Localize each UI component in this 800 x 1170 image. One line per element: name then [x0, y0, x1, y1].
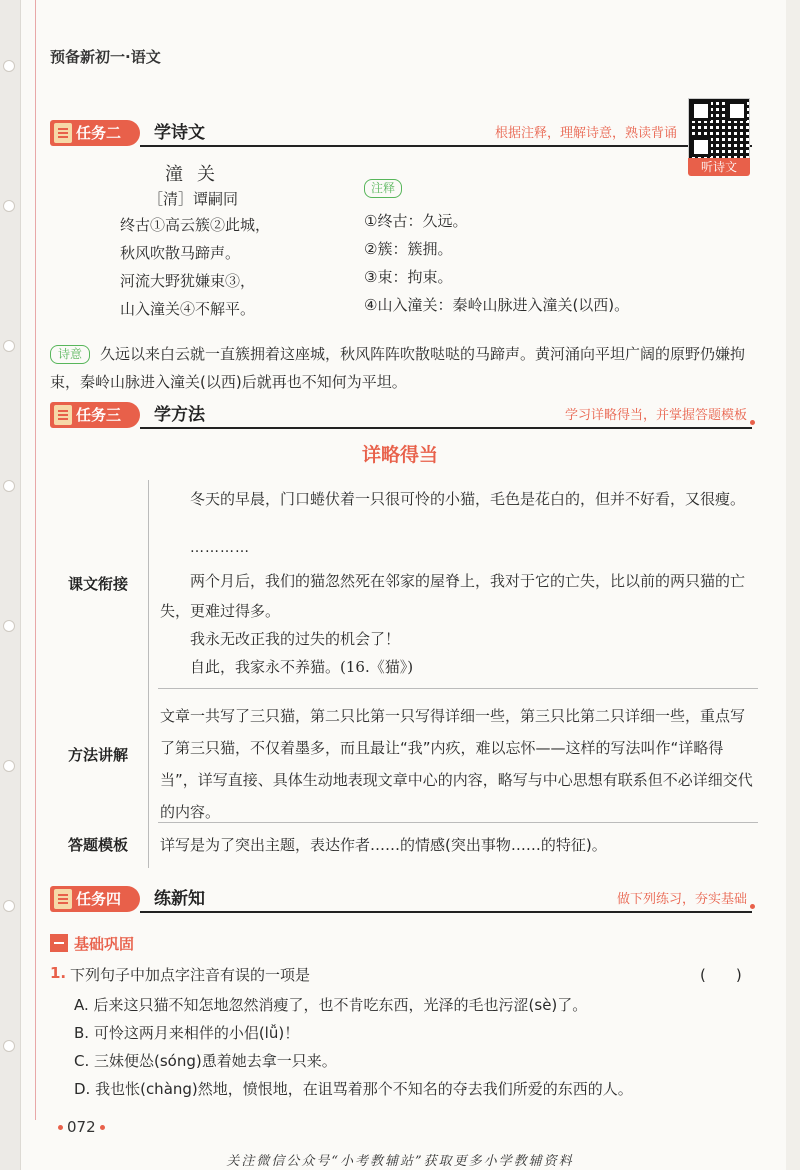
task2-title: 学诗文: [154, 123, 205, 143]
task4-bar: [50, 886, 755, 912]
task3-badge: 任务三: [50, 402, 140, 428]
book-icon: [54, 123, 72, 143]
excerpt-paragraph: 两个月后，我们的猫忽然死在邻家的屋脊上，我对于它的亡失，比以前的两只猫的亡失，更难过得多。: [160, 572, 746, 620]
task4-badge: 任务四: [50, 886, 140, 912]
question-text: 下列句子中加点字注音有误的一项是: [70, 966, 311, 984]
row-label-text-link: 课文衔接: [68, 575, 129, 593]
binding-hole: [3, 200, 15, 212]
poem-line: 终古①高云簇②此城，: [120, 216, 271, 234]
task3-bar: [50, 402, 755, 428]
task4-underline: [140, 911, 752, 913]
qr-code-icon[interactable]: [688, 98, 750, 160]
option-d[interactable]: D. 我也怅(chàng)然地，愤恨地，在诅骂着那个不知名的夺去我们所爱的东西的人。: [74, 1080, 633, 1098]
book-icon: [54, 405, 72, 425]
task4-instruction: 做下列练习，夯实基础: [616, 892, 747, 907]
row-separator: [158, 822, 758, 823]
section-number-icon: [50, 934, 68, 952]
binding-hole: [3, 60, 15, 72]
meaning-tag: 诗意: [50, 345, 90, 364]
task2-instruction: 根据注释，理解诗意，熟读背诵: [494, 126, 677, 141]
binding-hole: [3, 760, 15, 772]
note-line: ③束：拘束。: [364, 268, 453, 286]
bar-end-dot: [750, 420, 755, 425]
task3-underline: [140, 427, 752, 429]
answer-blank[interactable]: ( ): [700, 966, 742, 984]
excerpt-paragraph: 冬天的早晨，门口蜷伏着一只很可怜的小猫，毛色是花白的，但并不好看，又很瘦。: [190, 490, 746, 508]
ellipsis: …………: [190, 540, 250, 556]
page-edge: [786, 0, 800, 1170]
option-a[interactable]: A. 后来这只猫不知怎地忽然消瘦了，也不肯吃东西，光泽的毛也污涩(sè)了。: [74, 996, 588, 1014]
option-b[interactable]: B. 可怜这两月来相伴的小侣(lǚ)！: [74, 1024, 300, 1042]
bar-end-dot: [750, 904, 755, 909]
page-header: 预备新初一·语文: [50, 48, 161, 66]
question-number: 1.: [50, 964, 67, 982]
notes-tag: 注释: [364, 179, 402, 198]
note-line: ②簇：簇拥。: [364, 240, 453, 258]
note-line: ①终古：久远。: [364, 212, 468, 230]
poem-author: ［清］谭嗣同: [148, 190, 239, 208]
task3-instruction: 学习详略得当，并掌握答题模板: [564, 408, 747, 423]
footer-note: 关注微信公众号“小考教辅站”获取更多小学教辅资料: [226, 1154, 574, 1169]
binding-strip: [0, 0, 21, 1170]
method-title: 详略得当: [361, 444, 438, 466]
task2-badge: 任务二: [50, 120, 140, 146]
task4-title: 练新知: [154, 889, 205, 909]
row-separator: [158, 688, 758, 689]
excerpt-line: 自此，我家永不养猫。(16.《猫》): [190, 658, 414, 676]
poem-line: 秋风吹散马蹄声。: [120, 244, 241, 262]
row-label-template: 答题模板: [68, 836, 129, 854]
binding-hole: [3, 1040, 15, 1052]
task2-underline: [140, 145, 752, 147]
poem-title: 潼关: [165, 164, 229, 185]
section-label: 基础巩固: [74, 935, 135, 953]
option-c[interactable]: C. 三妹便怂(sóng)恿着她去拿一只来。: [74, 1052, 337, 1070]
binding-hole: [3, 480, 15, 492]
binding-hole: [3, 340, 15, 352]
poem-meaning: 久远以来白云就一直簇拥着这座城，秋风阵阵吹散哒哒的马蹄声。黄河涌向平坦广阔的原野仍嫌拘束，秦岭山脉进入潼关(以西)后就再也不知何为平坦。: [50, 345, 746, 391]
margin-line: [35, 0, 36, 1120]
answer-template: 详写是为了突出主题，表达作者……的情感(突出事物……的特征)。: [160, 836, 607, 854]
poem-line: 河流大野犹嫌束③，: [120, 272, 256, 290]
row-label-method: 方法讲解: [68, 746, 129, 764]
table-divider: [148, 480, 149, 868]
excerpt-line: 我永无改正我的过失的机会了！: [190, 630, 401, 648]
binding-hole: [3, 620, 15, 632]
binding-hole: [3, 900, 15, 912]
note-line: ④山入潼关：秦岭山脉进入潼关(以西)。: [364, 296, 630, 314]
task3-title: 学方法: [154, 405, 205, 425]
task2-bar: [50, 120, 755, 146]
method-explanation: 文章一共写了三只猫，第二只比第一只写得详细一些，第三只比第二只详细一些，重点写了第三只猫，不仅着墨多，而且最让“我”内疚，难以忘怀——这样的写法叫作“详略得当”，详写直接、具体生动地表现文章中心的内容，略写与中心思想有联系但不必详细交代的内容。: [160, 707, 753, 821]
poem-line: 山入潼关④不解平。: [120, 300, 256, 318]
pencil-icon: [54, 889, 72, 909]
page-number: 072: [54, 1118, 109, 1136]
qr-label[interactable]: 听诗文: [688, 158, 750, 176]
